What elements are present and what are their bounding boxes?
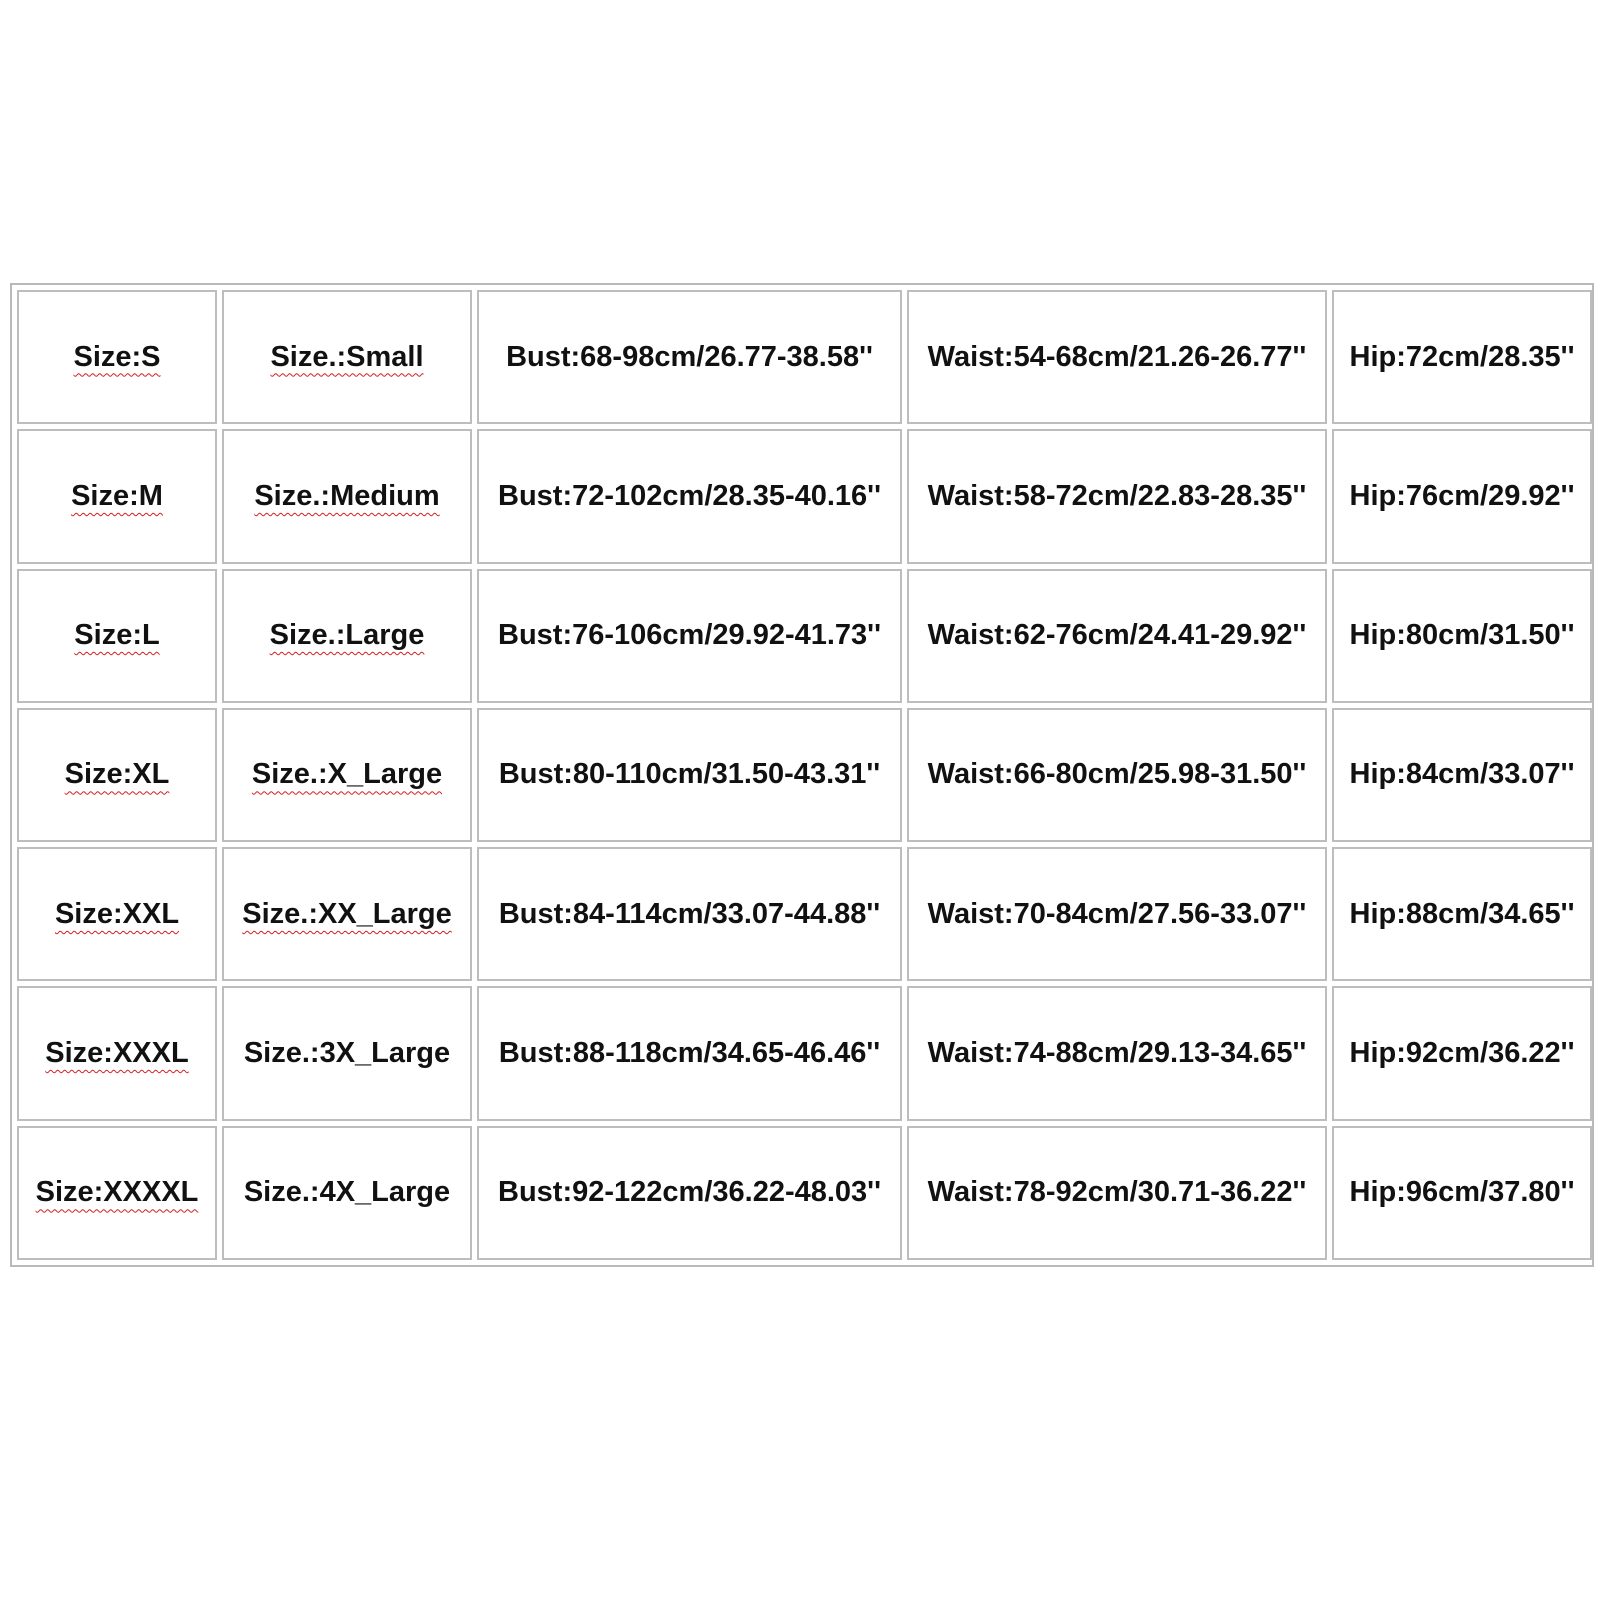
size-name: Size.:4X_Large — [243, 1176, 451, 1209]
size-name: Size.:3X_Large — [243, 1037, 451, 1070]
bust-cell: Bust:72-102cm/28.35-40.16'' — [477, 429, 902, 563]
size-code-cell — [17, 847, 217, 981]
size-name: Size.:XX_Large — [242, 897, 452, 930]
waist-cell: Waist:78-92cm/30.71-36.22'' — [907, 1126, 1327, 1260]
hip-cell: Hip:96cm/37.80'' — [1332, 1126, 1592, 1260]
bust-cell: Bust:88-118cm/34.65-46.46'' — [477, 986, 902, 1120]
table-row — [17, 290, 1592, 424]
size-name-cell — [222, 569, 472, 703]
size-name: Size.:Medium — [254, 479, 440, 512]
size-name: Size.:Large — [269, 619, 425, 652]
size-code-cell — [17, 1126, 217, 1260]
size-name-cell — [222, 847, 472, 981]
waist-cell: Waist:62-76cm/24.41-29.92'' — [907, 569, 1327, 703]
size-name: Size.:X_Large — [251, 758, 443, 791]
size-name-cell — [222, 429, 472, 563]
size-code: Size:M — [71, 479, 163, 512]
waist-cell: Waist:66-80cm/25.98-31.50'' — [907, 708, 1327, 842]
hip-cell: Hip:72cm/28.35'' — [1332, 290, 1592, 424]
size-code: Size:XXL — [54, 897, 180, 930]
size-name-cell — [222, 1126, 472, 1260]
table-row — [17, 708, 1592, 842]
size-code: Size:L — [74, 619, 160, 652]
waist-cell: Waist:58-72cm/22.83-28.35'' — [907, 429, 1327, 563]
hip-cell: Hip:84cm/33.07'' — [1332, 708, 1592, 842]
waist-cell: Waist:74-88cm/29.13-34.65'' — [907, 986, 1327, 1120]
hip-cell: Hip:88cm/34.65'' — [1332, 847, 1592, 981]
bust-cell: Bust:76-106cm/29.92-41.73'' — [477, 569, 902, 703]
size-name-cell — [222, 290, 472, 424]
size-code-cell — [17, 986, 217, 1120]
size-chart-table — [12, 285, 1597, 1265]
table-row — [17, 986, 1592, 1120]
size-name-cell — [222, 708, 472, 842]
size-code: Size:S — [73, 340, 161, 373]
hip-cell: Hip:80cm/31.50'' — [1332, 569, 1592, 703]
hip-cell: Hip:76cm/29.92'' — [1332, 429, 1592, 563]
size-code-cell — [17, 708, 217, 842]
size-code-cell — [17, 429, 217, 563]
size-name: Size.:Small — [270, 340, 424, 373]
bust-cell: Bust:84-114cm/33.07-44.88'' — [477, 847, 902, 981]
size-code-cell — [17, 569, 217, 703]
size-code: Size:XXXL — [45, 1037, 189, 1070]
waist-cell: Waist:70-84cm/27.56-33.07'' — [907, 847, 1327, 981]
size-code-cell — [17, 290, 217, 424]
bust-cell: Bust:68-98cm/26.77-38.58'' — [477, 290, 902, 424]
table-row — [17, 847, 1592, 981]
size-code: Size:XXXXL — [35, 1176, 199, 1209]
size-name-cell — [222, 986, 472, 1120]
table-row — [17, 429, 1592, 563]
table-row — [17, 569, 1592, 703]
bust-cell: Bust:92-122cm/36.22-48.03'' — [477, 1126, 902, 1260]
size-code: Size:XL — [64, 758, 170, 791]
hip-cell: Hip:92cm/36.22'' — [1332, 986, 1592, 1120]
bust-cell: Bust:80-110cm/31.50-43.31'' — [477, 708, 902, 842]
table-row — [17, 1126, 1592, 1260]
waist-cell: Waist:54-68cm/21.26-26.77'' — [907, 290, 1327, 424]
